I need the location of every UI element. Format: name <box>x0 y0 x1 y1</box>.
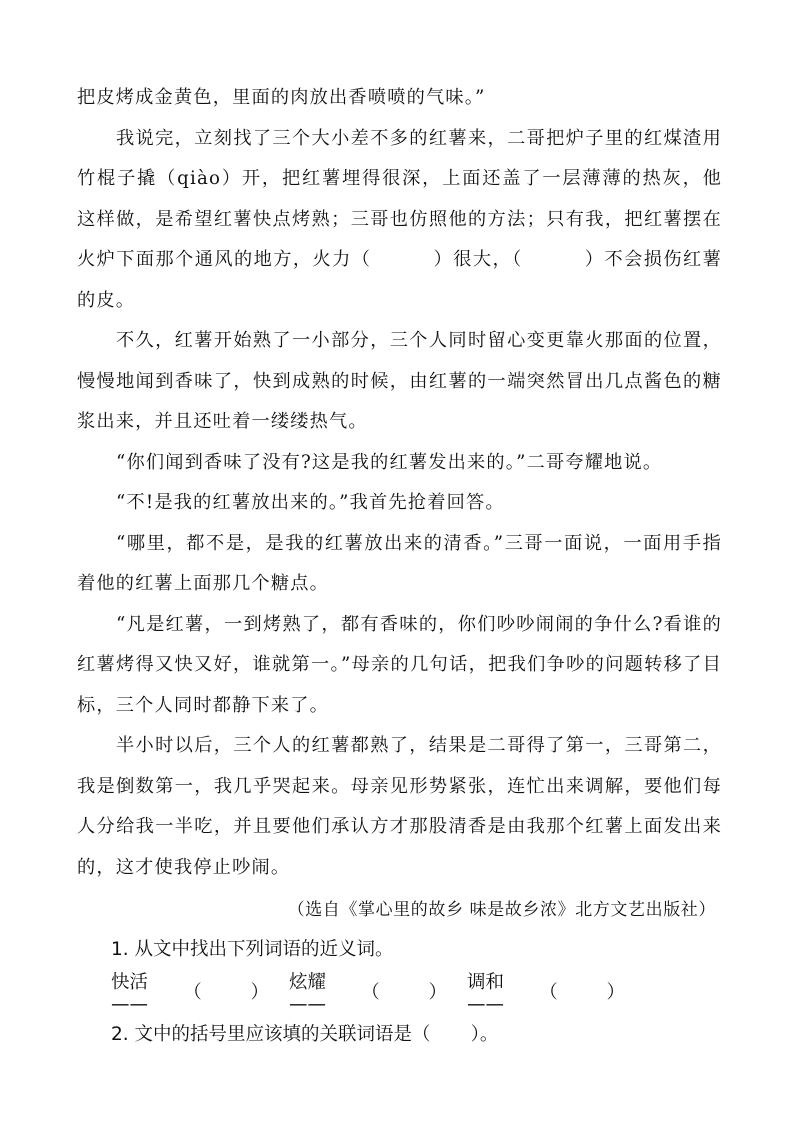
passage-paragraph-2 <box>77 119 722 322</box>
passage-paragraph-6: “哪里，都不是，是我的红薯放出来的清香。”三哥一面说，一面用手指着他的红薯上面那几个糖点。 <box>77 532 722 594</box>
close-bracket: ） <box>606 982 625 1003</box>
synonym-item-tiaohe <box>467 968 625 1015</box>
close-bracket: ）。 <box>470 1024 499 1045</box>
passage-paragraph-5: “不!是我的红薯放出来的。”我首先抢着回答。 <box>116 492 505 513</box>
synonym-word: 快活—— <box>111 971 149 1015</box>
paragraph-2-part-3: ）不会损伤红薯的皮。 <box>77 249 722 311</box>
passage-paragraph-1: 把皮烤成金黄色，里面的肉放出香喷喷的气味。” <box>77 87 486 108</box>
paragraph-2-part-1: 我说完，立刻找了三个大小差不多的红薯来，二哥把炉子里的红煤渣用竹棍子撬（qiào）开，把红薯埋得很深，上面还盖了一层薄薄的热灰，他这样做，是希望红薯快点烤熟；三哥也仿照他的方法；只有我，把红薯摆在火炉下面那个通风的地方，火力（ <box>77 127 722 270</box>
question-1-prompt: 1. 从文中找出下列词语的近义词。 <box>111 939 394 960</box>
synonym-word: 炫耀—— <box>289 971 327 1015</box>
synonym-item-xuanyao <box>289 968 447 1015</box>
passage-paragraph-3: 不久，红薯开始熟了一小部分，三个人同时留心变更靠火那面的位置，慢慢地闻到香味了，快到成熟的时候，由红薯的一端突然冒出几点酱色的糖浆出来，并且还吐着一缕缕热气。 <box>77 330 722 432</box>
passage-paragraph-7: “凡是红薯，一到烤熟了，都有香味的，你们吵吵闹闹的争什么?看谁的红薯烤得又快又好，谁就第一。”母亲的几句话，把我们争吵的问题转移了目标，三个人同时都静下来了。 <box>77 613 722 716</box>
synonym-item-kuaihuo <box>111 968 269 1015</box>
synonym-word: 调和—— <box>467 971 505 1015</box>
question-2 <box>77 1012 722 1054</box>
worksheet-page <box>77 78 722 1054</box>
paragraph-2-part-2: ）很大，（ <box>433 249 523 270</box>
open-bracket: （ <box>412 1024 431 1045</box>
source-citation: （选自《掌心里的故乡 味是故乡浓》北方文艺出版社） <box>287 900 716 920</box>
passage-paragraph-8: 半小时以后，三个人的红薯都熟了，结果是二哥得了第一，三哥第二，我是倒数第一，我几乎哭起来。母亲见形势紧张，连忙出来调解，要他们每人分给我一半吃，并且要他们承认方才那股清香是由我那个红薯上面发出来的，这才使我停止吵闹。 <box>77 735 722 878</box>
passage-paragraph-4: “你们闻到香味了没有?这是我的红薯发出来的。”二哥夸耀地说。 <box>116 451 663 473</box>
open-bracket: （ <box>361 982 380 1003</box>
close-bracket: ） <box>250 982 269 1003</box>
question-1-synonym-row <box>77 970 722 1015</box>
open-bracket: （ <box>539 982 558 1003</box>
question-2-prompt: 2. 文中的括号里应该填的关联词语是 <box>111 1024 413 1045</box>
close-bracket: ） <box>428 982 447 1003</box>
open-bracket: （ <box>183 982 202 1003</box>
